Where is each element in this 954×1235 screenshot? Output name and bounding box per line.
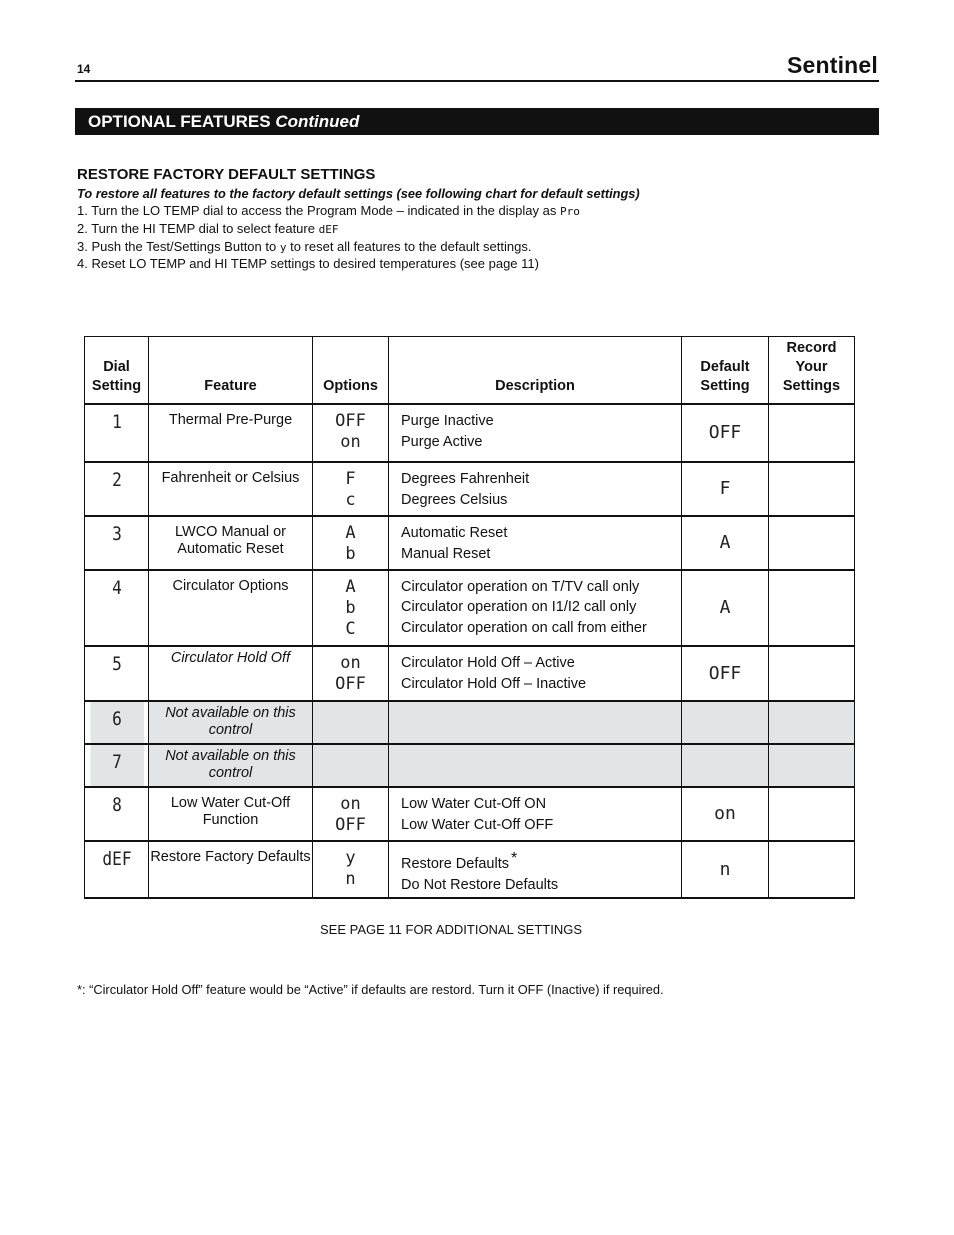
default-setting-cell (682, 744, 769, 787)
feature-cell: Fahrenheit or Celsius (149, 462, 313, 516)
options-cell (313, 404, 389, 462)
step-3-display-code: y (279, 241, 287, 254)
description-line (401, 815, 677, 837)
description-text: Low Water Cut-Off ON (401, 795, 547, 812)
record-settings-cell[interactable] (769, 744, 855, 787)
description-text: Automatic Reset (401, 524, 508, 541)
table-row (85, 841, 855, 898)
record-settings-cell[interactable] (769, 787, 855, 841)
dial-setting-cell: 5 (89, 646, 143, 701)
options-cell (313, 841, 389, 898)
asterisk-marker: * (511, 849, 518, 867)
header-options: Options (313, 337, 389, 404)
default-setting-cell: OFF (682, 404, 769, 462)
step-2-display-code: dEF (318, 223, 339, 236)
settings-table (84, 336, 855, 899)
option-code: b (345, 543, 356, 564)
default-setting-cell (682, 701, 769, 744)
dial-setting-cell: 6 (89, 701, 143, 744)
description-cell (389, 404, 682, 462)
options-cell (313, 570, 389, 646)
record-settings-cell[interactable] (769, 462, 855, 516)
default-setting-cell: A (682, 570, 769, 646)
header-dial-setting: Dial Setting (85, 337, 149, 404)
restore-heading: RESTORE FACTORY DEFAULT SETTINGS (77, 166, 376, 183)
description-line (401, 794, 677, 816)
option-code: A (345, 522, 356, 543)
feature-cell: Restore Factory Defaults (149, 841, 313, 898)
option-code: OFF (335, 814, 366, 835)
option-code: b (345, 597, 356, 618)
options-cell (313, 462, 389, 516)
description-line (401, 469, 677, 491)
description-line (401, 523, 677, 545)
feature-cell: Not available on this control (149, 744, 313, 787)
step-4-text: 4. Reset LO TEMP and HI TEMP settings to desired temperatures (see page 11) (77, 256, 539, 271)
description-cell (389, 646, 682, 701)
option-code: c (345, 489, 356, 510)
record-settings-cell[interactable] (769, 841, 855, 898)
section-header (75, 108, 879, 135)
section-continued: Continued (275, 112, 360, 131)
description-cell (389, 787, 682, 841)
description-text: Do Not Restore Defaults (401, 877, 559, 893)
record-settings-cell[interactable] (769, 646, 855, 701)
section-title: OPTIONAL FEATURES (88, 112, 271, 131)
description-text: Circulator Hold Off – Inactive (401, 676, 587, 692)
table-body (85, 404, 855, 898)
description-line (401, 875, 677, 897)
options-cell (313, 646, 389, 701)
description-text: Degrees Fahrenheit (401, 470, 530, 487)
header-record-settings: Record Your Settings (769, 337, 855, 404)
option-code: on (340, 652, 361, 673)
options-cell (313, 744, 389, 787)
option-code: OFF (335, 673, 366, 694)
default-setting-cell: n (682, 841, 769, 898)
description-line (401, 618, 677, 639)
description-text: Purge Inactive (401, 412, 494, 429)
dial-setting-cell: 7 (89, 744, 143, 787)
restore-intro: To restore all features to the factory default settings (see following chart for default settings) (77, 186, 640, 201)
table-row (85, 404, 855, 462)
table-row (85, 787, 855, 841)
step-2-text: 2. Turn the HI TEMP dial to select feature (77, 221, 319, 236)
feature-cell: Thermal Pre-Purge (149, 404, 313, 462)
dial-setting-cell: 1 (89, 404, 143, 462)
step-4 (77, 256, 539, 271)
record-settings-cell[interactable] (769, 404, 855, 462)
page-number: 14 (77, 62, 91, 76)
options-cell (313, 516, 389, 570)
description-line (401, 653, 677, 675)
description-cell (389, 570, 682, 646)
default-setting-cell: OFF (682, 646, 769, 701)
option-code: on (340, 793, 361, 814)
step-1-text: 1. Turn the LO TEMP dial to access the Program Mode – indicated in the display as (77, 203, 560, 218)
record-settings-cell[interactable] (769, 701, 855, 744)
description-cell (389, 841, 682, 898)
dial-setting-cell: dEF (89, 841, 143, 898)
description-text: Manual Reset (401, 546, 491, 562)
dial-setting-cell: 2 (89, 462, 143, 516)
table-header-row (85, 337, 855, 404)
header-feature: Feature (149, 337, 313, 404)
default-setting-cell: on (682, 787, 769, 841)
step-1 (77, 203, 580, 218)
description-text: Circulator operation on call from either (401, 619, 647, 636)
option-code: A (345, 576, 356, 597)
description-text: Restore Defaults (401, 855, 509, 872)
description-line (401, 848, 677, 876)
description-cell (389, 744, 682, 787)
description-text: Purge Active (401, 434, 483, 450)
asterisk-footnote: *: “Circulator Hold Off” feature would be “Active” if defaults are restord. Turn it OFF (Inactive) if required. (77, 982, 664, 997)
header-description: Description (389, 337, 682, 404)
step-2 (77, 221, 338, 236)
table-row (85, 646, 855, 701)
description-text: Low Water Cut-Off OFF (401, 817, 554, 833)
see-page-note: SEE PAGE 11 FOR ADDITIONAL SETTINGS (320, 922, 582, 937)
dial-setting-cell: 3 (89, 516, 143, 570)
description-line (401, 674, 677, 696)
options-cell (313, 787, 389, 841)
table-row (85, 701, 855, 744)
description-line (401, 432, 677, 454)
description-line (401, 577, 677, 598)
feature-cell: Low Water Cut-Off Function (149, 787, 313, 841)
table-row (85, 516, 855, 570)
default-setting-cell: A (682, 516, 769, 570)
option-code: on (340, 431, 361, 452)
feature-cell: Not available on this control (149, 701, 313, 744)
option-code: F (345, 468, 356, 489)
header-default-setting: Default Setting (682, 337, 769, 404)
step-3 (77, 239, 531, 254)
step-3-text-after: to reset all features to the default settings. (286, 239, 532, 254)
step-1-display-code: Pro (559, 205, 580, 218)
description-line (401, 597, 677, 618)
table-row (85, 570, 855, 646)
description-cell (389, 516, 682, 570)
dial-setting-cell: 8 (89, 787, 143, 841)
description-cell (389, 462, 682, 516)
option-code: OFF (335, 410, 366, 431)
description-cell (389, 701, 682, 744)
description-text: Circulator Hold Off – Active (401, 654, 575, 671)
feature-cell: LWCO Manual or Automatic Reset (149, 516, 313, 570)
description-text: Circulator operation on T/TV call only (401, 578, 640, 595)
feature-cell: Circulator Hold Off (149, 646, 313, 701)
description-line (401, 490, 677, 512)
record-settings-cell[interactable] (769, 516, 855, 570)
option-code: y (345, 847, 356, 868)
description-text: Degrees Celsius (401, 492, 508, 508)
feature-cell: Circulator Options (149, 570, 313, 646)
description-line (401, 411, 677, 433)
brand-title: Sentinel (786, 52, 878, 78)
table-row (85, 462, 855, 516)
table-row (85, 744, 855, 787)
dial-setting-cell: 4 (89, 570, 143, 646)
option-code: n (345, 868, 356, 889)
header-rule (75, 80, 879, 82)
option-code: C (345, 618, 356, 639)
description-line (401, 544, 677, 566)
step-3-text: 3. Push the Test/Settings Button to (77, 239, 280, 254)
default-setting-cell: F (682, 462, 769, 516)
options-cell (313, 701, 389, 744)
description-text: Circulator operation on I1/I2 call only (401, 599, 637, 615)
record-settings-cell[interactable] (769, 570, 855, 646)
